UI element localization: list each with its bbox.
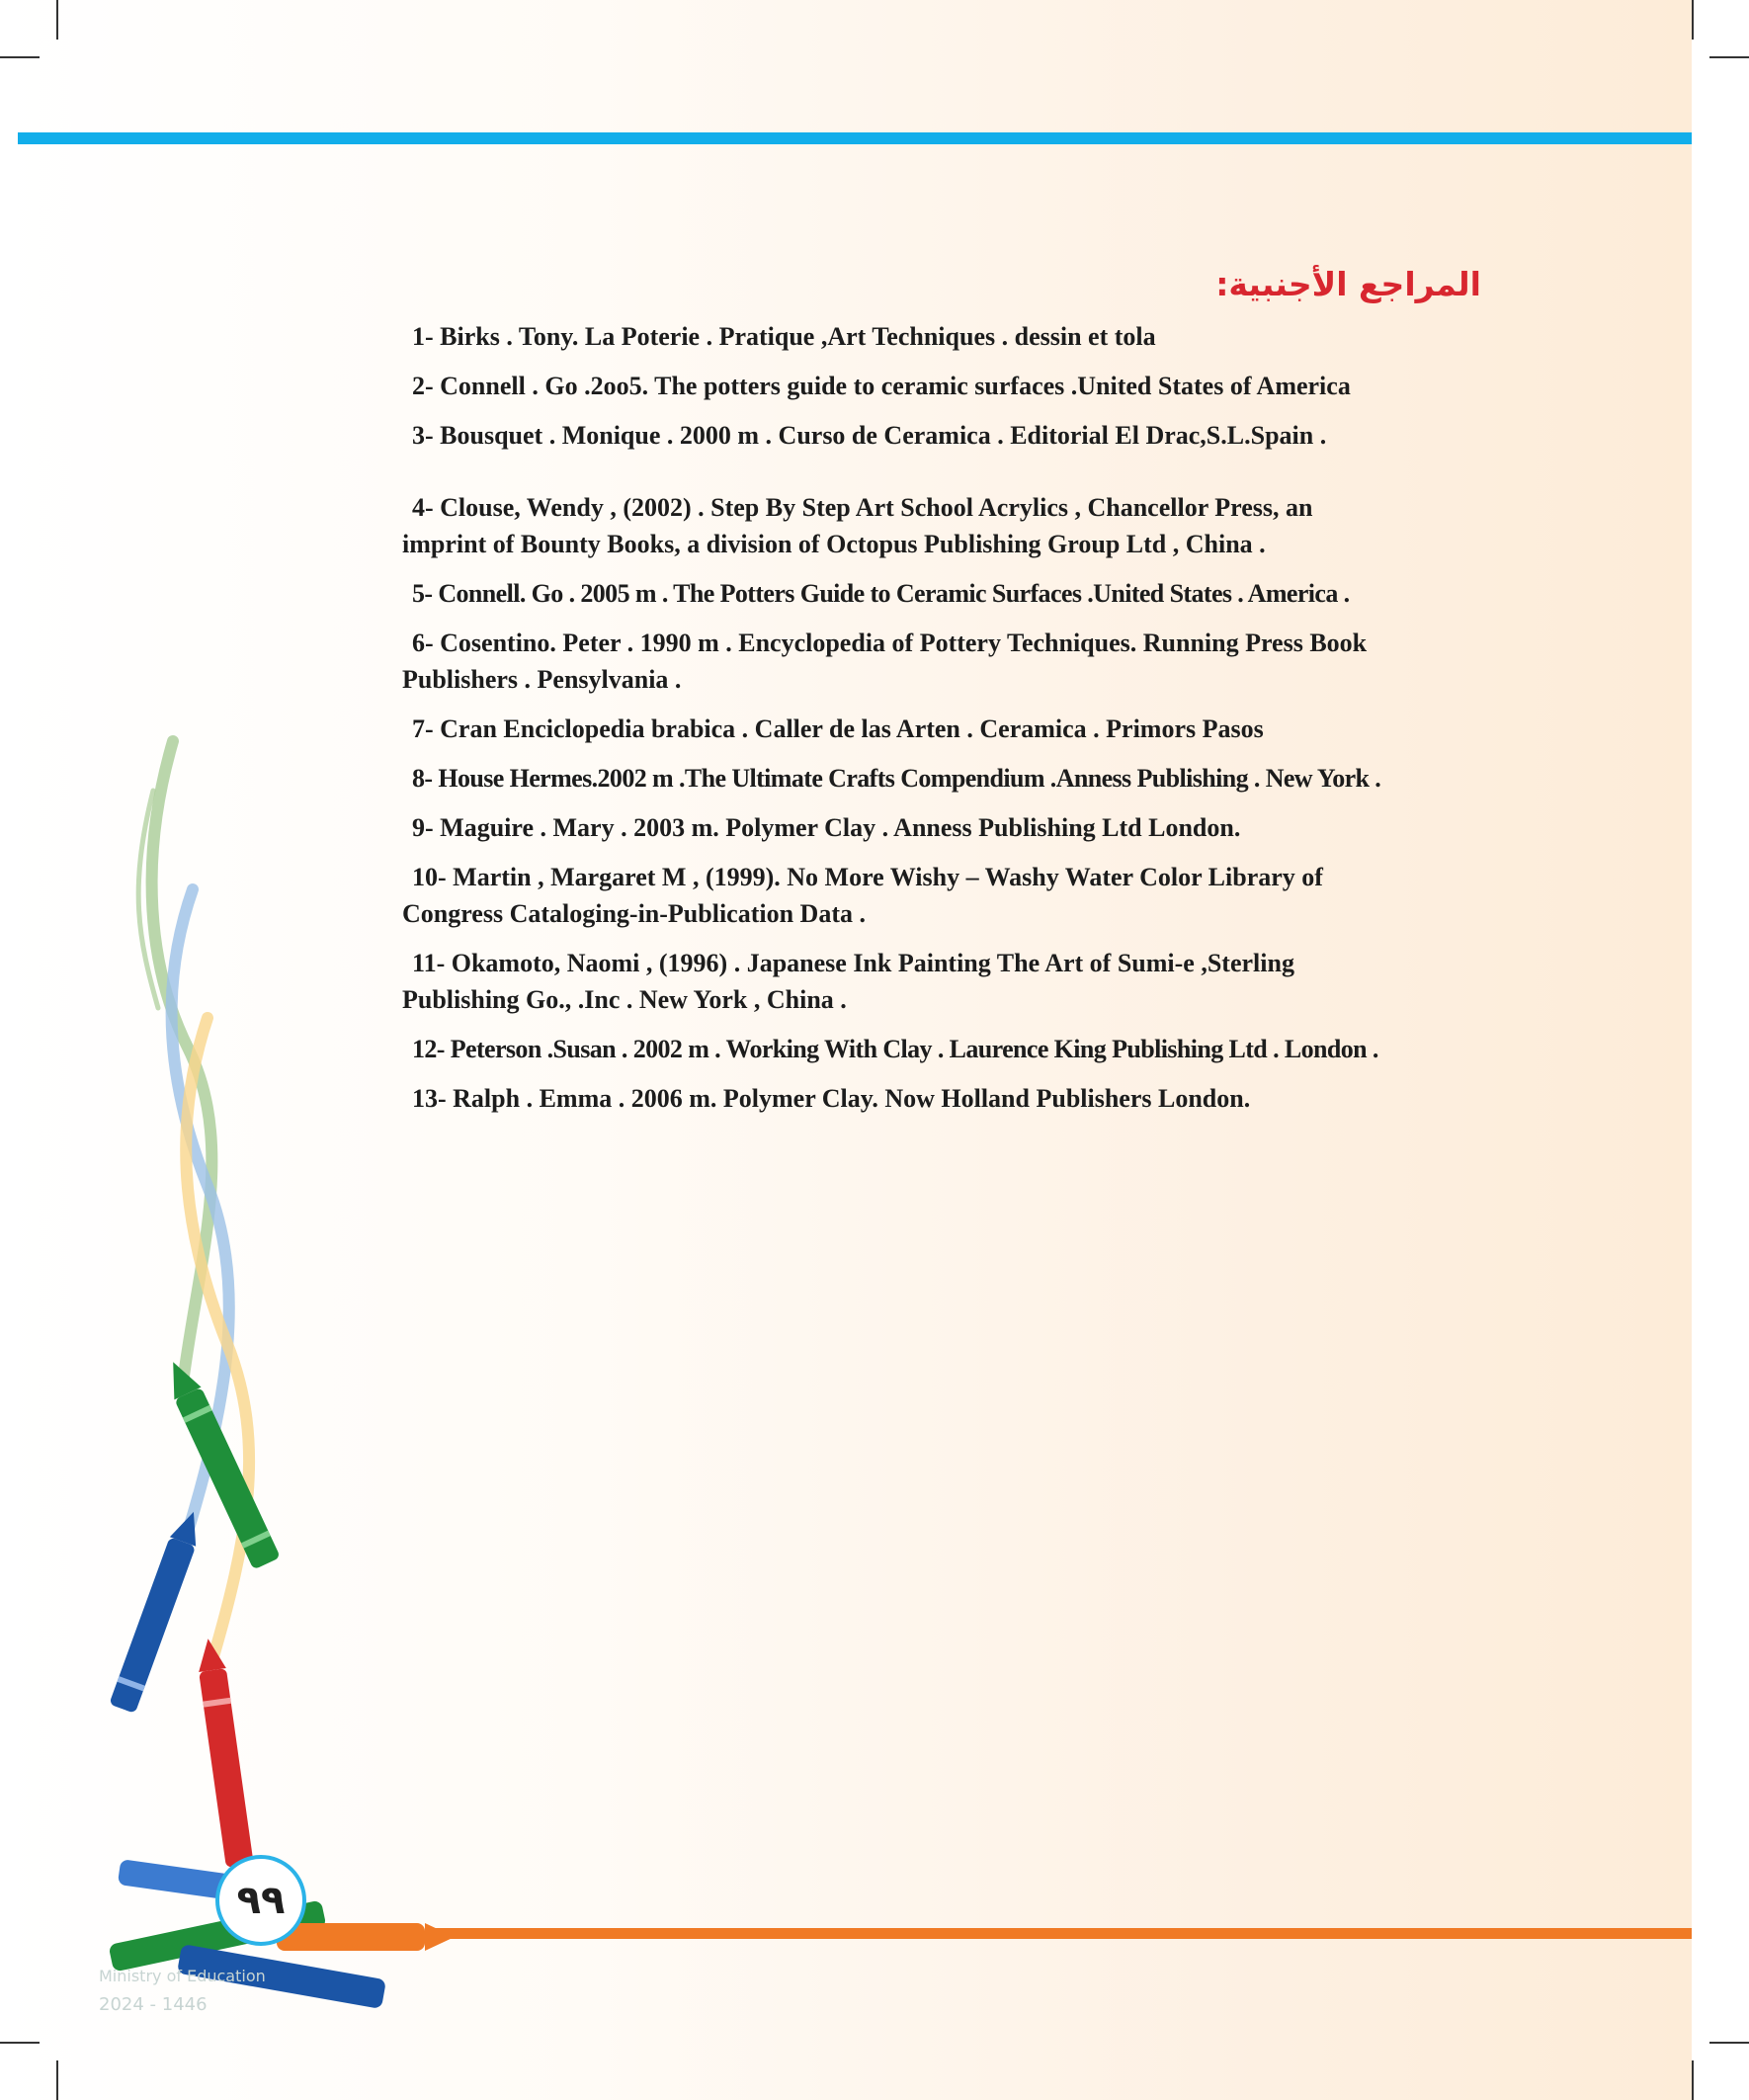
reference-line: Publishers . Pensylvania .: [402, 665, 682, 694]
reference-line: 7- Cran Enciclopedia brabica . Caller de las Arten . Ceramica . Primors Pasos: [412, 714, 1264, 743]
edition-year: 2024 - 1446: [99, 1994, 208, 2015]
crop-mark: [1709, 56, 1749, 58]
reference-item: [402, 859, 1430, 932]
crayon-illustration: [0, 692, 474, 2016]
reference-line: Publishing Go., .Inc . New York , China .: [402, 985, 847, 1014]
crop-mark: [56, 0, 58, 40]
reference-item: [402, 945, 1430, 1018]
reference-line: 9- Maguire . Mary . 2003 m. Polymer Clay . Anness Publishing Ltd London.: [412, 813, 1241, 842]
crop-mark: [1692, 0, 1694, 40]
reference-item: [402, 625, 1430, 698]
section-heading: المراجع الأجنبية:: [1215, 265, 1481, 303]
reference-item: [402, 760, 1430, 797]
reference-item: [402, 318, 1430, 355]
reference-line: 6- Cosentino. Peter . 1990 m . Encyclopedia of Pottery Techniques. Running Press Book: [412, 629, 1368, 657]
ministry-watermark: Ministry of Education: [99, 1967, 266, 1985]
reference-line: imprint of Bounty Books, a division of Octopus Publishing Group Ltd , China .: [402, 530, 1266, 558]
page-number: ٩٩: [215, 1855, 306, 1946]
reference-line: 11- Okamoto, Naomi , (1996) . Japanese Ink Painting The Art of Sumi-e ,Sterling: [412, 949, 1294, 977]
crop-mark: [0, 56, 40, 58]
reference-line: 5- Connell. Go . 2005 m . The Potters Guide to Ceramic Surfaces .United States . America .: [412, 579, 1350, 608]
reference-item: [402, 575, 1430, 612]
reference-item: [402, 417, 1430, 454]
reference-line: Congress Cataloging-in-Publication Data .: [402, 899, 866, 928]
reference-line: 12- Peterson .Susan . 2002 m . Working With Clay . Laurence King Publishing Ltd . London .: [412, 1035, 1378, 1063]
top-rule: [18, 132, 1692, 144]
red-crayon: [195, 1637, 254, 1868]
reference-list: [402, 318, 1430, 1130]
crop-mark: [1709, 2042, 1749, 2044]
reference-line: 3- Bousquet . Monique . 2000 m . Curso de Ceramica . Editorial El Drac,S.L.Spain .: [412, 421, 1327, 450]
bottom-rule: [435, 1928, 1692, 1939]
reference-item: [402, 1031, 1430, 1067]
reference-item: [402, 711, 1430, 747]
crop-mark: [0, 2042, 40, 2044]
reference-line: 13- Ralph . Emma . 2006 m. Polymer Clay. Now Holland Publishers London.: [412, 1084, 1251, 1113]
reference-line: 1- Birks . Tony. La Poterie . Pratique ,Art Techniques . dessin et tola: [412, 322, 1156, 351]
reference-item: [402, 489, 1430, 562]
reference-line: 8- House Hermes.2002 m .The Ultimate Crafts Compendium .Anness Publishing . New York .: [412, 764, 1381, 793]
reference-item: [402, 368, 1430, 404]
reference-line: 4- Clouse, Wendy , (2002) . Step By Step Art School Acrylics , Chancellor Press, an: [412, 493, 1313, 522]
reference-item: [402, 809, 1430, 846]
crop-mark: [1692, 2060, 1694, 2100]
blue-crayon: [109, 1507, 207, 1714]
reference-line: 10- Martin , Margaret M , (1999). No More Wishy – Washy Water Color Library of: [412, 863, 1323, 891]
reference-line: 2- Connell . Go .2oo5. The potters guide to ceramic surfaces .United States of America: [412, 372, 1351, 400]
crop-mark: [56, 2060, 58, 2100]
reference-item: [402, 1080, 1430, 1117]
